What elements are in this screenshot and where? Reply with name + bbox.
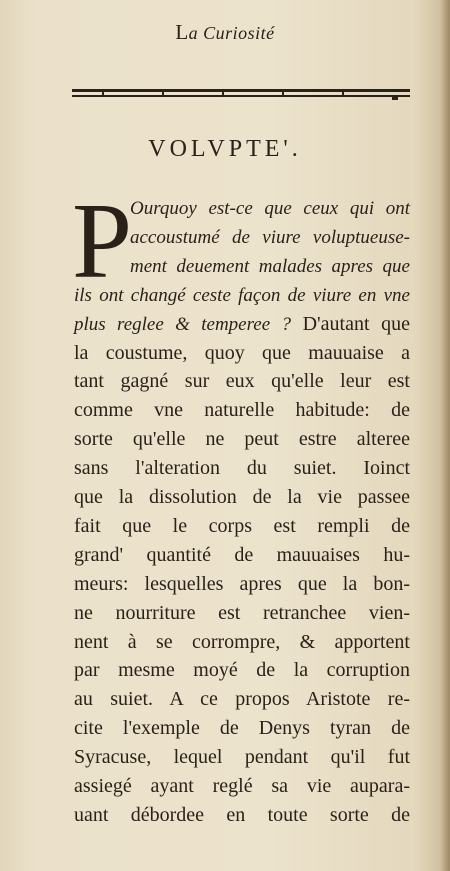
- text-line-content: grand' quantité de mauuaises hu-: [74, 543, 410, 566]
- text-line: [74, 714, 410, 742]
- text-line: [74, 685, 410, 713]
- running-header: [0, 20, 450, 45]
- text-line-content: accoustumé de viure voluptueuse-: [130, 226, 410, 248]
- text-line-content: Ourquoy est-ce que ceux qui ont: [130, 198, 410, 219]
- running-title-cap: L: [175, 20, 189, 44]
- text-line-content: sans l'alteration du suiet. Ioinct: [74, 457, 410, 480]
- text-line-content: ils ont changé ceste façon de viure en vne: [74, 284, 410, 306]
- text-line-content: au suiet. A ce propos Aristote re-: [74, 688, 410, 711]
- text-line: [130, 223, 410, 252]
- ornament-rule: [72, 86, 410, 104]
- text-line-content: la coustume, quoy que mauuaise a: [74, 341, 410, 364]
- text-line: [74, 425, 410, 453]
- text-line-content: tant gagné sur eux qu'elle leur est: [74, 370, 410, 393]
- text-line-content: plus reglee & temperee ?: [74, 313, 292, 335]
- text-line-content: sorte qu'elle ne peut estre alteree: [74, 428, 410, 451]
- text-line-tail: D'autant que: [291, 312, 410, 335]
- text-line: [74, 541, 410, 569]
- text-line: [130, 252, 410, 281]
- drop-cap: P: [72, 182, 133, 301]
- text-line: [74, 599, 410, 627]
- running-title: [175, 20, 274, 44]
- text-line: [74, 628, 410, 656]
- text-line: [74, 310, 410, 339]
- text-line-content: Syracuse, lequel pendant qu'il fut: [74, 746, 410, 769]
- text-line: [74, 656, 410, 684]
- text-line: [130, 194, 410, 223]
- text-line-content: cite l'exemple de Denys tyran de: [74, 717, 410, 740]
- text-line-content: par mesme moyé de la corruption: [74, 659, 410, 682]
- text-line-content: nent à se corrompre, & apportent: [74, 630, 410, 653]
- text-line: [74, 339, 410, 367]
- text-line: [74, 772, 410, 800]
- text-line-content: assiegé ayant reglé sa vie aupara-: [74, 775, 410, 797]
- text-line-content: ment deuement malades apres que: [130, 255, 410, 277]
- text-line-content: ne nourriture est retranchee vien-: [74, 601, 410, 624]
- text-line: [74, 396, 410, 424]
- text-line: [74, 801, 410, 829]
- text-line-content: meurs: lesquelles apres que la bon-: [74, 572, 410, 595]
- text-line-content: fait que le corps est rempli de: [74, 514, 410, 537]
- text-line-content: uant débordee en toute sorte de: [74, 803, 410, 826]
- text-line: [74, 570, 410, 598]
- section-heading: VOLVPTE'.: [148, 136, 302, 162]
- text-line: [74, 367, 410, 395]
- text-line-content: comme vne naturelle habitude: de: [74, 399, 410, 422]
- text-line-content: que la dissolution de la vie passee: [74, 486, 410, 508]
- text-line: [74, 454, 410, 482]
- text-line: [74, 743, 410, 771]
- text-line: [74, 483, 410, 511]
- text-line: [74, 512, 410, 540]
- text-line: [74, 281, 410, 310]
- running-title-rest: a Curiosité: [188, 23, 275, 43]
